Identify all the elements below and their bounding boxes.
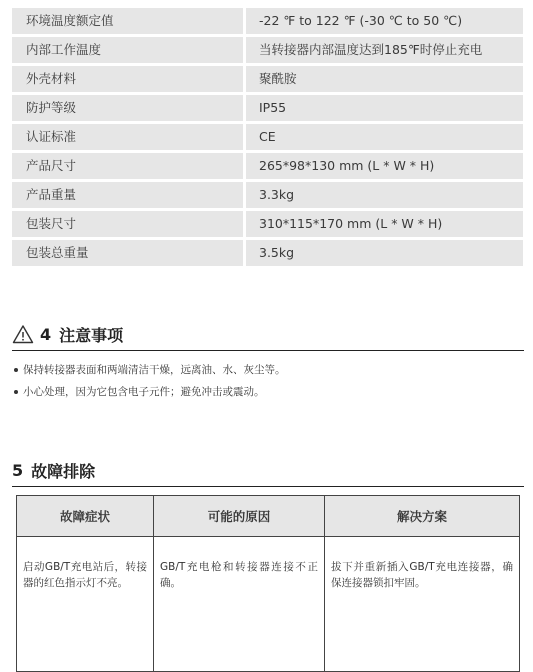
spec-key: 防护等级 bbox=[12, 95, 243, 121]
spec-value: CE bbox=[246, 124, 523, 150]
spec-key: 环境温度额定值 bbox=[12, 8, 243, 34]
note-text: 保持转接器表面和两端清洁干燥，远离油、水、灰尘等。 bbox=[23, 364, 286, 376]
spec-value: 310*115*170 mm (L * W * H) bbox=[246, 211, 523, 237]
spec-key: 产品尺寸 bbox=[12, 153, 243, 179]
notes-list bbox=[12, 359, 524, 403]
section-number: 4 bbox=[40, 324, 52, 344]
spec-row bbox=[12, 95, 523, 121]
section-title: 故障排除 bbox=[31, 461, 96, 481]
section-number: 5 bbox=[12, 460, 24, 480]
spec-row bbox=[12, 66, 523, 92]
spec-row bbox=[12, 211, 523, 237]
note-text: 小心处理，因为它包含电子元件；避免冲击或震动。 bbox=[23, 386, 265, 398]
table-header-row bbox=[17, 496, 520, 537]
column-header: 解决方案 bbox=[325, 496, 520, 537]
troubleshooting-section bbox=[12, 456, 524, 487]
list-item bbox=[12, 359, 524, 381]
precautions-section bbox=[12, 320, 524, 403]
spec-value: 265*98*130 mm (L * W * H) bbox=[246, 153, 523, 179]
spec-value: 聚酰胺 bbox=[246, 66, 523, 92]
warning-triangle-icon bbox=[12, 324, 34, 344]
table-cell: 拔下并重新插入GB/T充电连接器，确保连接器锁扣牢固。 bbox=[325, 537, 520, 672]
list-item bbox=[12, 381, 524, 403]
spec-row bbox=[12, 8, 523, 34]
spec-key: 内部工作温度 bbox=[12, 37, 243, 63]
spec-value: 3.5kg bbox=[246, 240, 523, 266]
troubleshooting-table bbox=[16, 495, 520, 672]
spec-key: 外壳材料 bbox=[12, 66, 243, 92]
section-title: 注意事项 bbox=[59, 325, 124, 345]
spec-row bbox=[12, 182, 523, 208]
spec-value: 当转接器内部温度达到185℉时停止充电 bbox=[246, 37, 523, 63]
bullet-icon bbox=[14, 368, 18, 372]
section-heading bbox=[12, 456, 524, 487]
spec-row bbox=[12, 153, 523, 179]
spec-value: 3.3kg bbox=[246, 182, 523, 208]
spec-value: IP55 bbox=[246, 95, 523, 121]
column-header: 可能的原因 bbox=[154, 496, 325, 537]
table-row bbox=[17, 537, 520, 672]
section-heading bbox=[12, 320, 524, 351]
spec-row bbox=[12, 37, 523, 63]
spec-value: -22 ℉ to 122 ℉ (-30 ℃ to 50 ℃) bbox=[246, 8, 523, 34]
spec-key: 产品重量 bbox=[12, 182, 243, 208]
spec-row bbox=[12, 240, 523, 266]
bullet-icon bbox=[14, 390, 18, 394]
table-cell: GB/T充电枪和转接器连接不正确。 bbox=[154, 537, 325, 672]
spec-key: 包装总重量 bbox=[12, 240, 243, 266]
table-cell: 启动GB/T充电站后，转接器的红色指示灯不亮。 bbox=[17, 537, 154, 672]
spec-key: 包装尺寸 bbox=[12, 211, 243, 237]
spec-row bbox=[12, 124, 523, 150]
spec-key: 认证标准 bbox=[12, 124, 243, 150]
spec-table bbox=[12, 8, 523, 269]
column-header: 故障症状 bbox=[17, 496, 154, 537]
